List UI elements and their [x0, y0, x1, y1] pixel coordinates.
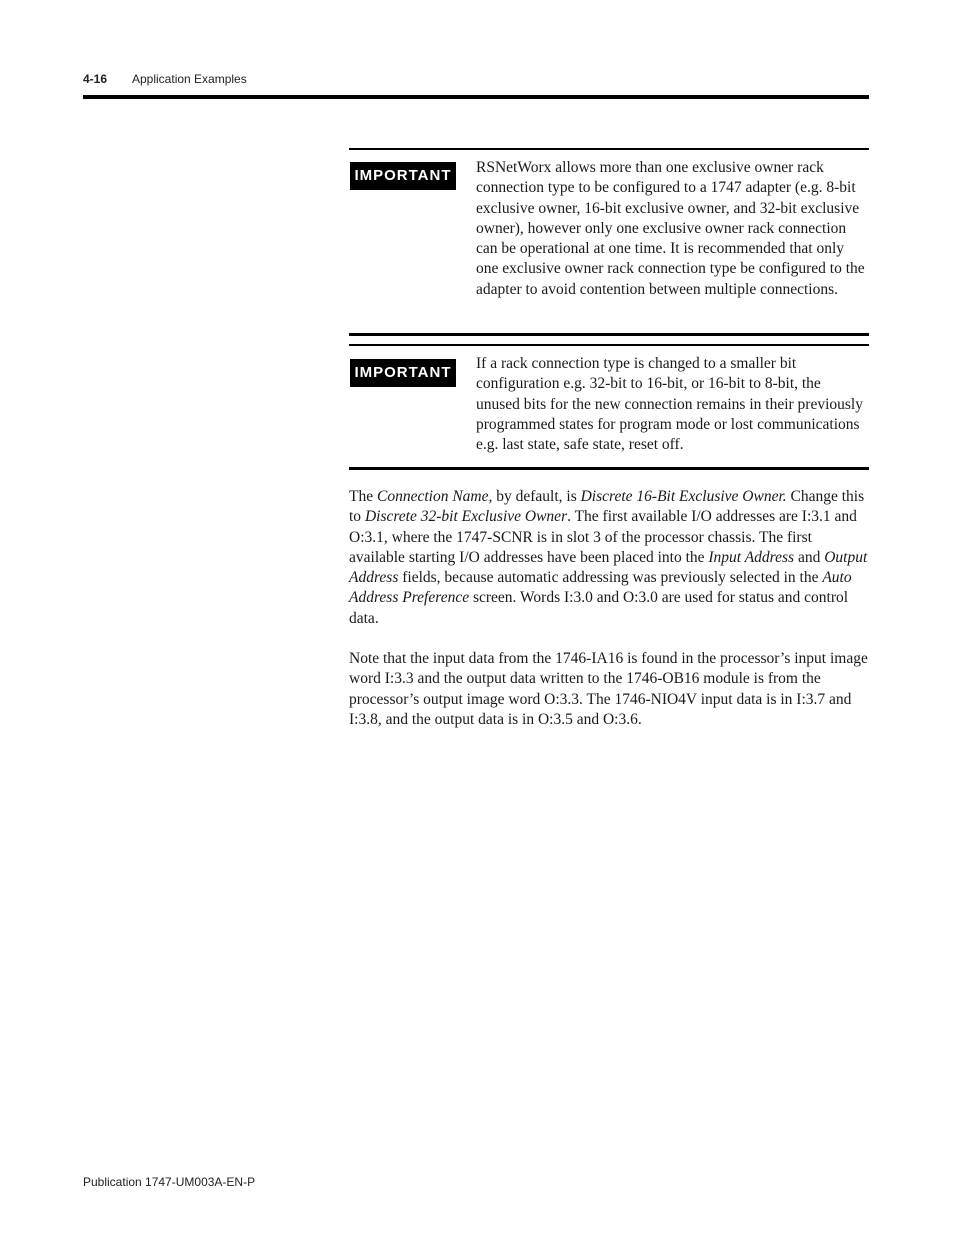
note-top-rule — [349, 148, 869, 150]
italic-term-output-address: Output Address — [349, 548, 868, 587]
italic-term-32bit-owner: Discrete 32-bit Exclusive Owner — [364, 508, 568, 526]
important-note-2 — [349, 344, 869, 472]
italic-term-auto-address-preference: Auto Address Preference — [349, 569, 852, 607]
page-footer: Publication 1747-UM003A-EN-P — [83, 1175, 256, 1189]
header-rule — [83, 95, 869, 99]
connection-name-paragraph — [349, 487, 871, 629]
italic-term-input-address: Input Address — [708, 548, 795, 566]
section-title: Application Examples — [132, 72, 247, 86]
text-run: and — [794, 548, 825, 566]
text-run: fields, because automatic addressing was previously selected in the — [398, 569, 823, 587]
important-badge: IMPORTANT — [350, 359, 456, 387]
note-bottom-rule — [349, 333, 869, 336]
italic-term-16bit-owner: Discrete 16-Bit Exclusive Owner. — [580, 488, 787, 505]
text-run: The — [349, 488, 377, 505]
text-run: by default, is — [492, 488, 581, 505]
important-badge: IMPORTANT — [350, 162, 456, 190]
important-note-text: If a rack connection type is changed to a smaller bit configuration e.g. 32-bit to 16-bit, or 16-bit to 8-bit, the unused bits for the new connection remains in their previously programmed states for program mode or lost communications e.g. last state, safe state, reset off. — [476, 355, 863, 454]
io-data-paragraph: Note that the input data from the 1746-IA16 is found in the processor’s input image word I:3.3 and the output data written to the 1746-OB16 module is from the processor’s output image word O:3.3. The 1746-NIO4V input data is in I:3.7 and I:3.8, and the output data is in O:3.5 and O:3.6. — [349, 650, 868, 728]
text-run: screen. Words I:3.0 and O:3.0 are used for status and control data. — [349, 589, 849, 627]
text-run: . The first available I/O addresses are I:3.1 and O:3.1, where the 1747-SCNR is in slot 3 of the processor chassis. The first available starting I/O addresses have been placed into the — [349, 508, 857, 566]
important-note-text: RSNetWorx allows more than one exclusive owner rack connection type to be configured to a 1747 adapter (e.g. 8-bit exclusive owner, 16-bit exclusive owner, and 32-bit exclusive owner), however only one exclusive owner rack connection can be operational at one time. It is recommended that only one exclusive owner rack connection type be configured to the adapter to avoid contention between multiple connections. — [476, 159, 865, 298]
note-bottom-rule — [349, 467, 869, 470]
important-note-1 — [349, 148, 869, 338]
note-top-rule — [349, 344, 869, 346]
page-number: 4-16 — [83, 72, 108, 86]
italic-term-connection-name: Connection Name, — [376, 488, 493, 505]
text-run: Change this to — [349, 488, 865, 526]
page-header — [83, 72, 247, 86]
